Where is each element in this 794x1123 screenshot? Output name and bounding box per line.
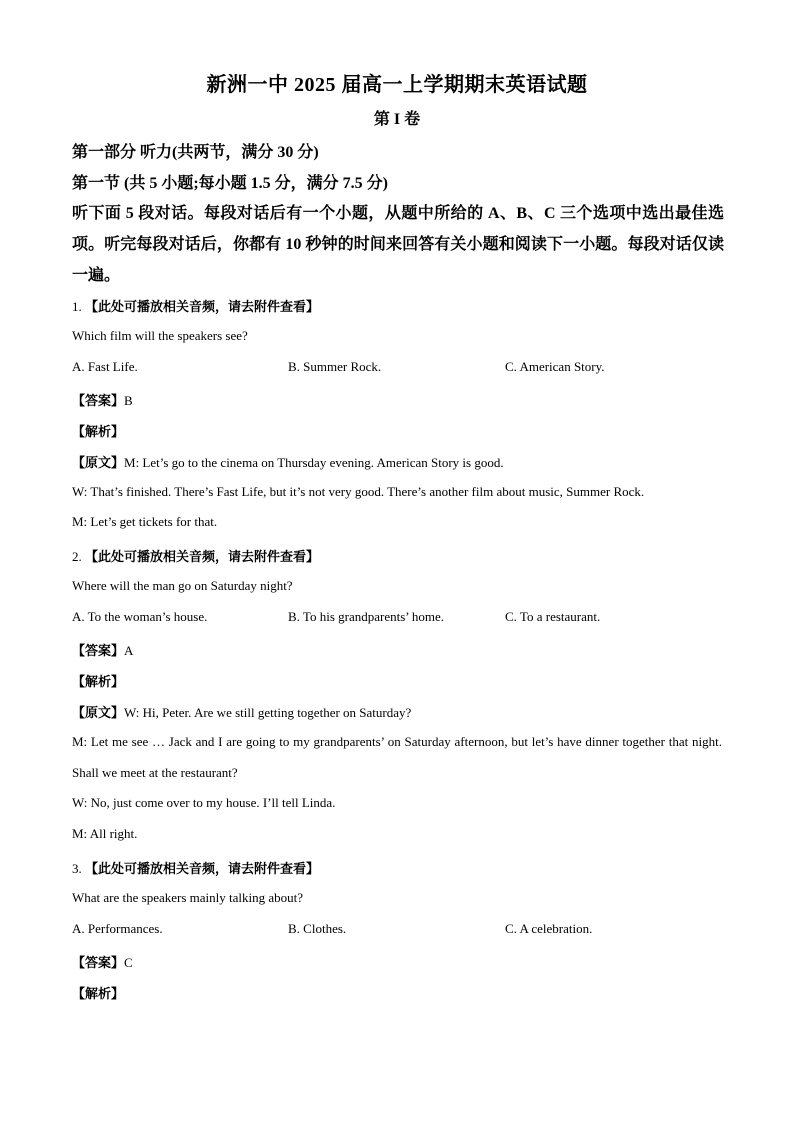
part-heading: 第一部分 听力(共两节，满分 30 分) [72,144,319,161]
question-number: 2. [72,549,82,564]
exam-title: 新洲一中 2025 届高一上学期期末英语试题 [206,74,588,96]
question-1-text: Which film will the speakers see? [72,328,248,343]
question-3-analysis-label: 【解析】 [72,986,125,1001]
question-2-transcript-line-3: W: No, just come over to my house. I’ll tell Linda. [72,795,336,810]
question-3-answer [72,952,133,971]
question-1-analysis-label: 【解析】 [72,424,125,439]
question-1-transcript-line-1 [72,452,504,471]
question-2-transcript-line-2: M: Let me see … Jack and I are going to my grandparents’ on Saturday afternoon, but let’s have dinner together that night. Shall we meet at the restaurant? [72,734,722,780]
question-2-option-c: C. To a restaurant. [505,609,601,624]
audio-note: 【此处可播放相关音频，请去附件查看】 [85,299,320,314]
question-2-answer [72,640,133,659]
section-heading: 第一节 (共 5 小题;每小题 1.5 分，满分 7.5 分) [72,175,388,192]
listening-instructions: 听下面 5 段对话。每段对话后有一个小题，从题中所给的 A、B、C 三个选项中选出最佳选项。听完每段对话后，你都有 10 秒钟的时间来回答有关小题和阅读下一小题。每段对话仅读一遍。 [72,205,724,284]
question-2-option-a: A. To the woman’s house. [72,609,208,624]
question-3-text: What are the speakers mainly talking about? [72,890,304,905]
question-2-transcript-line-1 [72,702,411,721]
audio-note: 【此处可播放相关音频，请去附件查看】 [85,549,320,564]
transcript-text: W: Hi, Peter. Are we still getting together on Saturday? [124,705,412,720]
answer-value: B [124,393,133,408]
question-number: 1. [72,299,82,314]
audio-note: 【此处可播放相关音频，请去附件查看】 [85,861,320,876]
question-2-analysis-label: 【解析】 [72,674,125,689]
transcript-text: M: Let’s go to the cinema on Thursday evening. American Story is good. [124,455,504,470]
question-3-option-b: B. Clothes. [288,921,347,936]
question-2-transcript-line-4: M: All right. [72,826,138,841]
question-1-option-c: C. American Story. [505,359,605,374]
original-label: 【原文】 [72,705,125,720]
question-1-header [72,296,319,315]
question-2-header [72,546,319,565]
question-1-option-a: A. Fast Life. [72,359,138,374]
question-3-option-a: A. Performances. [72,921,163,936]
question-3-option-c: C. A celebration. [505,921,593,936]
volume-label: 第 I 卷 [373,111,421,128]
question-1-option-b: B. Summer Rock. [288,359,382,374]
question-3-header [72,858,319,877]
question-number: 3. [72,861,82,876]
question-1-transcript-line-2: W: That’s finished. There’s Fast Life, but it’s not very good. There’s another film about music, Summer Rock. [72,484,645,499]
answer-value: C [124,955,133,970]
answer-value: A [124,643,134,658]
original-label: 【原文】 [72,455,125,470]
question-2-option-b: B. To his grandparents’ home. [288,609,445,624]
question-1-answer [72,390,133,409]
question-1-transcript-line-3: M: Let’s get tickets for that. [72,514,218,529]
answer-label: 【答案】 [72,955,125,970]
question-2-text: Where will the man go on Saturday night? [72,578,293,593]
answer-label: 【答案】 [72,643,125,658]
answer-label: 【答案】 [72,393,125,408]
